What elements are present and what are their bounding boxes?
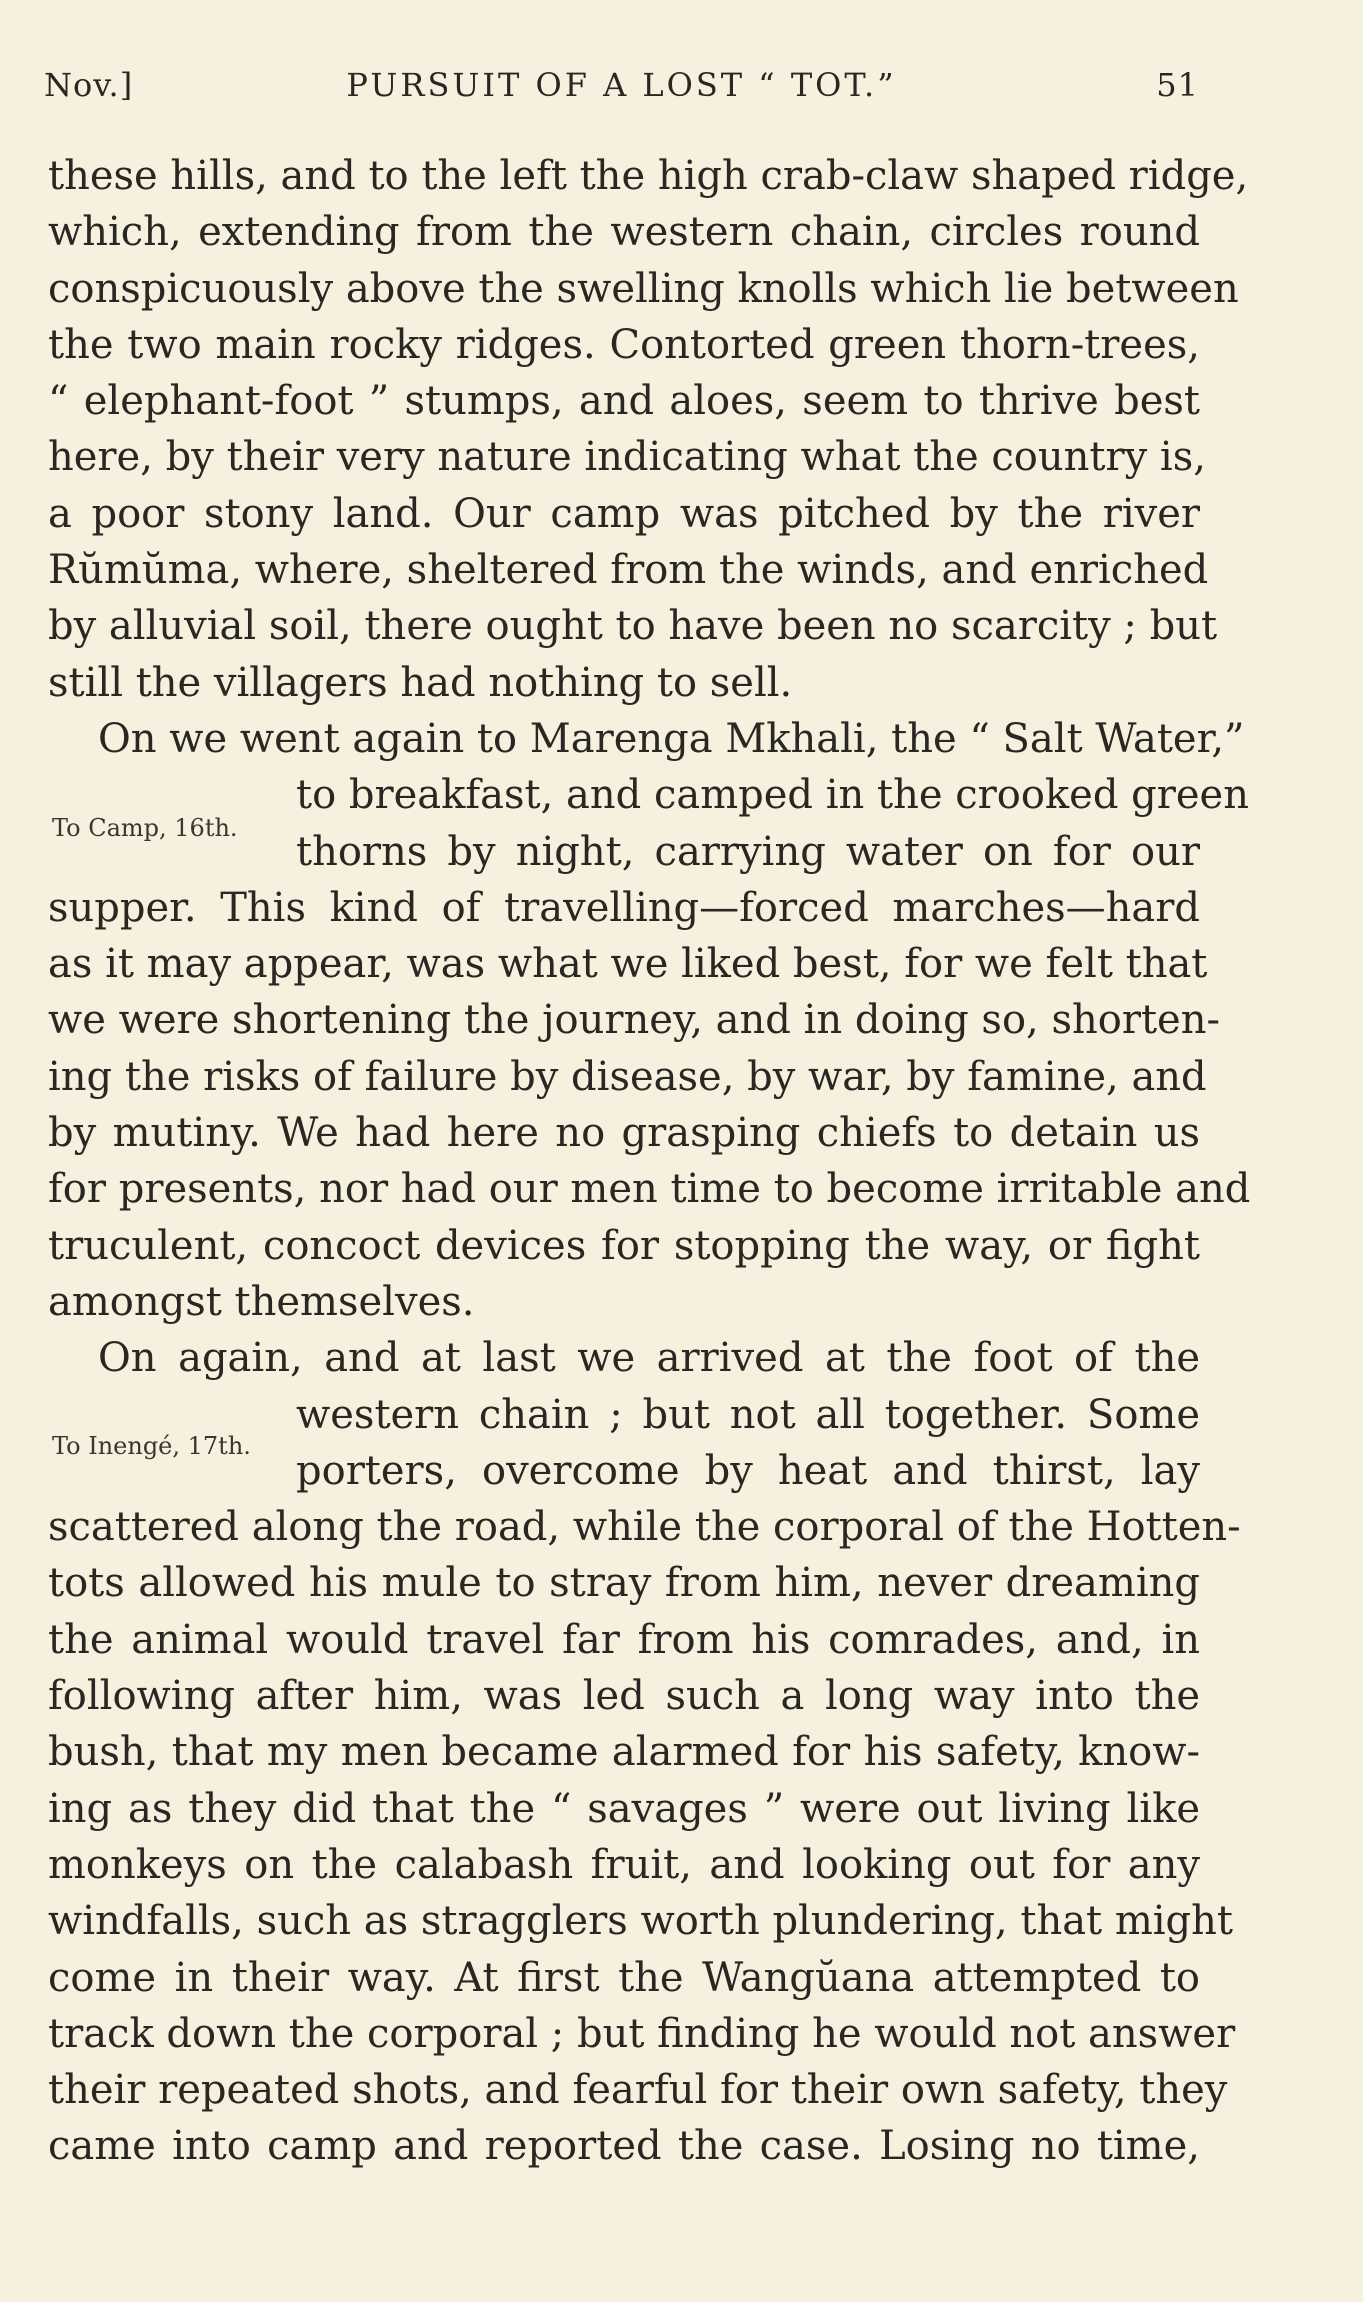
text-line: thorns by night, carrying water on for our	[296, 828, 1200, 875]
text-line: porters, overcome by heat and thirst, lay	[296, 1447, 1200, 1494]
text-line: to breakfast, and camped in the crooked green	[296, 772, 1249, 819]
text-line: the two main rocky ridges. Contorted green thorn-trees,	[48, 321, 1200, 368]
text-line: came into camp and reported the case. Losing no time,	[48, 2123, 1200, 2170]
marginal-note: To Camp, 16th.	[52, 814, 238, 842]
text-line: bush, that my men became alarmed for his safety, know-	[48, 1729, 1200, 1776]
text-line: tots allowed his mule to stray from him, never dreaming	[48, 1560, 1200, 1607]
marginal-note: To Inengé, 17th.	[52, 1432, 251, 1460]
text-line: by mutiny. We had here no grasping chiefs to detain us	[48, 1110, 1200, 1157]
text-line: monkeys on the calabash fruit, and looking out for any	[48, 1841, 1200, 1888]
page-number: 51	[1156, 66, 1199, 104]
text-line: come in their way. At first the Wangŭana attempted to	[48, 1954, 1200, 2001]
text-line: which, extending from the western chain, circles round	[48, 209, 1200, 256]
text-line: following after him, was led such a long way into the	[48, 1673, 1200, 1720]
text-line: for presents, nor had our men time to become irritable and	[48, 1166, 1251, 1213]
text-line: a poor stony land. Our camp was pitched by the river	[48, 490, 1200, 537]
text-line: track down the corporal ; but finding he would not answer	[48, 2010, 1236, 2057]
body-text	[48, 148, 1251, 2175]
text-line: ing as they did that the “ savages ” were out living like	[48, 1785, 1200, 1832]
text-line: their repeated shots, and fearful for their own safety, they	[48, 2067, 1228, 2114]
text-line: On again, and at last we arrived at the foot of the	[98, 1335, 1200, 1382]
text-line: conspicuously above the swelling knolls which lie between	[48, 265, 1239, 312]
text-line: “ elephant-foot ” stumps, and aloes, seem to thrive best	[48, 378, 1200, 425]
text-line: here, by their very nature indicating what the country is,	[48, 434, 1206, 481]
text-line: western chain ; but not all together. Some	[296, 1391, 1200, 1438]
text-line: the animal would travel far from his comrades, and, in	[48, 1616, 1200, 1663]
text-line: windfalls, such as stragglers worth plundering, that might	[48, 1898, 1233, 1945]
text-line: we were shortening the journey, and in doing so, shorten-	[48, 997, 1220, 1044]
text-line: scattered along the road, while the corporal of the Hotten-	[48, 1504, 1241, 1551]
text-line: still the villagers had nothing to sell.	[48, 659, 793, 706]
text-line: Rŭmŭma, where, sheltered from the winds, and enriched	[48, 547, 1209, 594]
text-line: supper. This kind of travelling—forced marches—hard	[48, 884, 1200, 931]
text-line: these hills, and to the left the high crab-claw shaped ridge,	[48, 153, 1249, 199]
running-header	[44, 66, 1199, 116]
text-line: by alluvial soil, there ought to have been no scarcity ; but	[48, 603, 1218, 650]
text-line: On we went again to Marenga Mkhali, the “ Salt Water,”	[98, 715, 1245, 762]
text-line: truculent, concoct devices for stopping the way, or fight	[48, 1222, 1200, 1269]
text-line: amongst themselves.	[48, 1278, 475, 1325]
text-line: as it may appear, was what we liked best, for we felt that	[48, 941, 1208, 988]
header-month: Nov.]	[44, 66, 134, 104]
text-line: ing the risks of failure by disease, by war, by famine, and	[48, 1053, 1207, 1100]
header-title: PURSUIT OF A LOST “ TOT.”	[346, 66, 897, 104]
